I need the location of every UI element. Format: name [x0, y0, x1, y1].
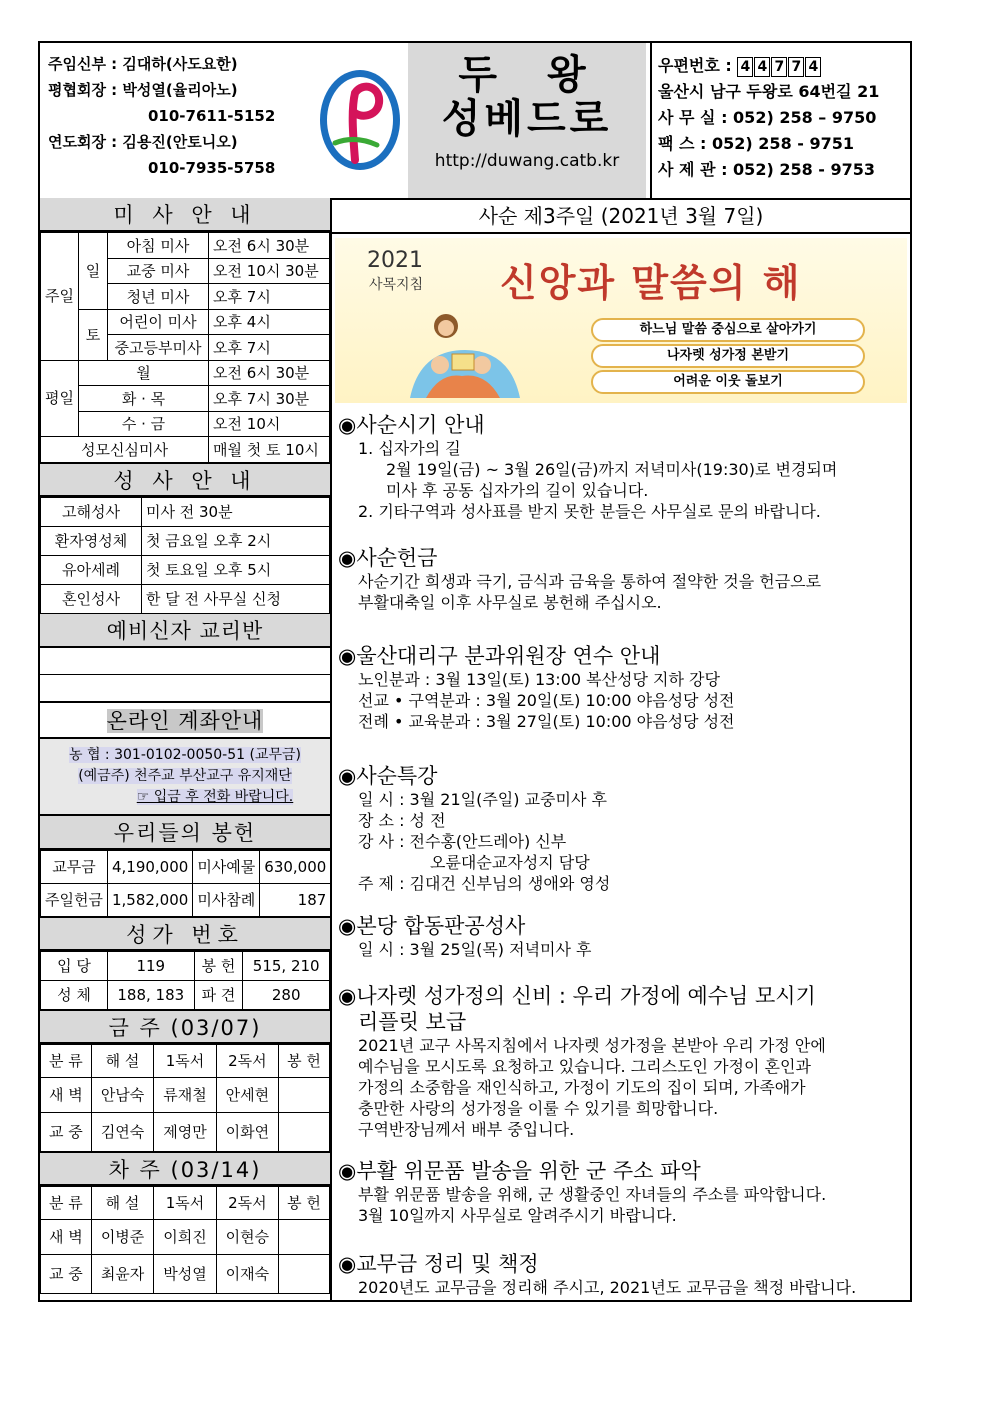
mass-name: 아침 미사 [107, 233, 208, 259]
banner-item: 하느님 말씀 중심으로 살아가기 [591, 318, 865, 342]
sacrament-time: 미사 전 30분 [142, 497, 330, 526]
postal-digit: 4 [754, 57, 770, 77]
council-head: 평협회장 : 박성열(율리아노) [48, 81, 238, 99]
notice-line: 일 시 : 3월 25일(목) 저녁미사 후 [358, 940, 592, 959]
parish-title-line1: 두왕 [458, 52, 636, 98]
address: 울산시 남구 두왕로 64번길 21 [658, 82, 880, 101]
postal-digit: 7 [788, 57, 804, 77]
sacrament-name: 혼인성사 [41, 584, 142, 613]
mass-time: 오후 7시 [209, 284, 330, 310]
office-phone: 사 무 실 : 052) 258 – 9750 [658, 108, 877, 127]
council-phone: 010-7611-5152 [148, 107, 276, 125]
notice-line: 구역반장님께서 배부 중입니다. [358, 1120, 575, 1139]
duty-cell: 제영만 [154, 1112, 216, 1151]
notice-heading: ◉울산대리구 분과위원장 연수 안내 [338, 644, 661, 668]
hymn-number: 515, 210 [243, 951, 330, 980]
notice-line: 주 제 : 김대건 신부님의 생애와 영성 [358, 874, 611, 893]
duty-cell: 박성열 [154, 1254, 216, 1293]
notice-line: 사순기간 희생과 극기, 금식과 금육을 통하여 절약한 것을 헌금으로 [358, 572, 822, 591]
notice-line: 가정의 소중함을 재인식하고, 가정이 기도의 집이 되며, 가족애가 [358, 1078, 806, 1097]
notice-heading: ◉사순시기 안내 [338, 413, 485, 437]
duty-cell [279, 1254, 330, 1293]
duty-cell: 이희진 [154, 1219, 216, 1254]
notice-lent-guide [338, 412, 837, 522]
sacraments-title: 성 사 안 내 [40, 463, 330, 497]
notice-line: 부활 위문품 발송을 위해, 군 생활중인 자녀들의 주소를 파악합니다. [358, 1185, 827, 1204]
notice-confession [338, 913, 592, 960]
offering-value: 187 [260, 883, 331, 916]
duty-cell: 이현승 [216, 1219, 278, 1254]
postal-digit: 4 [737, 57, 753, 77]
account-title: 온라인 계좌안내 [40, 703, 330, 739]
hymns-title: 성가 번호 [40, 917, 330, 951]
youth-head: 연도회장 : 김용진(안토니오) [48, 133, 238, 151]
hymn-label: 입 당 [41, 951, 108, 980]
hymn-number: 280 [243, 980, 330, 1009]
duty-cell: 최윤자 [91, 1254, 153, 1293]
offering-value: 630,000 [260, 850, 331, 883]
duty-head: 봉 헌 [279, 1186, 330, 1219]
banner-item: 어려운 이웃 돌보기 [591, 370, 865, 394]
sacraments-table [40, 497, 330, 614]
sacrament-name: 유아세례 [41, 555, 142, 584]
banner-slogan: 신앙과 말씀의 해 [500, 261, 802, 305]
sacrament-name: 환자영성체 [41, 526, 142, 555]
notice-line: 3월 10일까지 사무실로 알려주시기 바랍니다. [358, 1206, 677, 1225]
duty-cell: 류재철 [154, 1077, 216, 1112]
sacrament-name: 고해성사 [41, 497, 142, 526]
heart-mass-time: 매월 첫 토 10시 [209, 437, 330, 463]
duty-head: 해 설 [91, 1186, 153, 1219]
duty-cell: 이재숙 [216, 1254, 278, 1293]
youth-phone: 010-7935-5758 [148, 159, 276, 177]
notice-line: 예수님을 모시도록 요청하고 있습니다. 그리스도인 가정이 혼인과 [358, 1057, 811, 1076]
clergy-info [40, 43, 310, 198]
postal-label: 우편번호 : [658, 56, 732, 75]
mass-time: 오후 4시 [209, 309, 330, 335]
mass-time: 오전 6시 30분 [209, 233, 330, 259]
duty-cell [279, 1112, 330, 1151]
postal-digit: 7 [771, 57, 787, 77]
duty-cell: 김연숙 [91, 1112, 153, 1151]
offering-label: 주일헌금 [41, 883, 108, 916]
banner-year: 2021 [367, 248, 423, 273]
left-column [40, 198, 332, 1302]
sunday-label: 주일 [41, 233, 79, 361]
offering-table [40, 850, 331, 917]
mass-name: 청년 미사 [107, 284, 208, 310]
hymn-label: 봉 헌 [194, 951, 243, 980]
next-week-table [40, 1186, 330, 1294]
parish-title-line2: 성베드로 [441, 96, 613, 142]
notice-heading: ◉본당 합동판공성사 [338, 914, 526, 938]
duty-head: 1독서 [154, 1044, 216, 1077]
account-info [40, 739, 330, 816]
sat-label: 토 [78, 309, 107, 360]
notice-heading: ◉부활 위문품 발송을 위한 군 주소 파악 [338, 1159, 701, 1183]
postal-code [658, 53, 912, 79]
account-holder: (예금주) 천주교 부산교구 유지재단 [78, 767, 292, 784]
notice-line: 강 사 : 전수홍(안드레아) 신부 [358, 832, 567, 851]
duty-cell: 새 벽 [41, 1077, 92, 1112]
hymn-label: 성 체 [41, 980, 108, 1009]
hymn-number: 119 [108, 951, 195, 980]
mass-name: 화 · 목 [78, 386, 208, 412]
parish-logo-icon [315, 65, 405, 175]
right-column [332, 198, 910, 1302]
mass-name: 수 · 금 [78, 411, 208, 437]
bulletin-frame [38, 41, 912, 1302]
notice-line: 2. 기타구역과 성사표를 받지 못한 분들은 사무실로 문의 바랍니다. [358, 502, 821, 521]
notice-heading: ◉나자렛 성가정의 신비 : 우리 가정에 예수님 모시기 [338, 984, 816, 1008]
sacrament-time: 첫 토요일 오후 5시 [142, 555, 330, 584]
notice-heading: ◉사순헌금 [338, 546, 438, 570]
notice-line: 2021년 교구 사목지침에서 나자렛 성가정을 본받아 우리 가정 안에 [358, 1036, 826, 1055]
duty-cell: 교 중 [41, 1112, 92, 1151]
sacrament-time: 한 달 전 사무실 신청 [142, 584, 330, 613]
notice-line: 충만한 사랑의 성가정을 이룰 수 있기를 희망합니다. [358, 1099, 719, 1118]
notice-line: 1. 십자가의 길 [358, 439, 461, 458]
hymns-table [40, 951, 330, 1010]
this-week-title: 금 주 (03/07) [40, 1010, 330, 1044]
notice-lent-offering [338, 545, 821, 613]
notice-heading: ◉사순특강 [338, 764, 438, 788]
banner-sub: 사목지침 [369, 277, 424, 293]
notice-line: 일 시 : 3월 21일(주일) 교중미사 후 [358, 790, 607, 809]
notice-line: 2월 19일(금) ~ 3월 26일(금)까지 저녁미사(19:30)로 변경되며 [386, 460, 838, 479]
notice-line: 오륜대순교자성지 담당 [430, 853, 590, 872]
account-number: 농 협 : 301-0102-0050-51 (교무금) [68, 746, 301, 763]
rectory-phone: 사 제 관 : 052) 258 - 9753 [658, 160, 876, 179]
notice-line: 미사 후 공동 십자가의 길이 있습니다. [386, 481, 649, 500]
duty-head: 2독서 [216, 1186, 278, 1219]
duty-head: 1독서 [154, 1186, 216, 1219]
duty-cell: 교 중 [41, 1254, 92, 1293]
offering-value: 4,190,000 [107, 850, 192, 883]
notice-military [338, 1158, 826, 1226]
catechumen-row [40, 648, 330, 675]
parish-title [408, 43, 646, 198]
mass-title: 미 사 안 내 [40, 198, 330, 232]
mass-time: 오전 10시 [209, 411, 330, 437]
hymn-label: 파 견 [194, 980, 243, 1009]
notice-heading: ◉교무금 정리 및 책정 [338, 1252, 539, 1276]
notice-line: 부활대축일 이후 사무실로 봉헌해 주십시오. [358, 593, 662, 612]
holy-family-icon [390, 310, 540, 400]
heart-mass-name: 성모신심미사 [41, 437, 209, 463]
priest-name: 주임신부 : 김대하(사도요한) [48, 55, 238, 73]
postal-digit: 4 [805, 57, 821, 77]
notice-training [338, 643, 735, 732]
account-note: ☞ 입금 후 전화 바랍니다. [136, 788, 294, 805]
catechumen-title: 예비신자 교리반 [40, 614, 330, 648]
offering-label: 미사참례 [193, 883, 260, 916]
notice-line: 선교 • 구역분과 : 3월 20일(토) 10:00 야음성당 성전 [358, 691, 735, 710]
mass-name: 중고등부미사 [107, 335, 208, 361]
next-week-title: 차 주 (03/14) [40, 1152, 330, 1186]
notice-line: 2020년도 교무금을 정리해 주시고, 2021년도 교무금을 책정 바랍니다. [358, 1278, 857, 1297]
week-title: 사순 제3주일 (2021년 3월 7일) [332, 198, 910, 234]
notice-line: 노인분과 : 3월 13일(토) 13:00 복산성당 지하 강당 [358, 670, 720, 689]
notice-heading-cont: 리플릿 보급 [358, 1010, 467, 1034]
offering-label: 교무금 [41, 850, 108, 883]
duty-cell: 안남숙 [91, 1077, 153, 1112]
duty-cell: 안세현 [216, 1077, 278, 1112]
duty-cell: 새 벽 [41, 1219, 92, 1254]
contact-info [650, 43, 912, 198]
duty-head: 봉 헌 [279, 1044, 330, 1077]
notice-dues [338, 1251, 856, 1298]
mass-table [40, 232, 330, 463]
duty-head: 해 설 [91, 1044, 153, 1077]
duty-cell: 이화연 [216, 1112, 278, 1151]
duty-head: 분 류 [41, 1186, 92, 1219]
mass-name: 교중 미사 [107, 258, 208, 284]
offering-value: 1,582,000 [107, 883, 192, 916]
fax-number: 팩 스 : 052) 258 - 9751 [658, 134, 855, 153]
offering-label: 미사예물 [193, 850, 260, 883]
header [40, 43, 910, 200]
pastoral-banner [335, 238, 907, 403]
mass-time: 오전 6시 30분 [209, 360, 330, 386]
this-week-table [40, 1044, 330, 1152]
hymn-number: 188, 183 [108, 980, 195, 1009]
offering-title: 우리들의 봉헌 [40, 816, 330, 850]
mass-time: 오전 10시 30분 [209, 258, 330, 284]
duty-cell [279, 1077, 330, 1112]
notice-line: 전례 • 교육분과 : 3월 27일(토) 10:00 야음성당 성전 [358, 712, 735, 731]
notice-holy-family [338, 983, 826, 1140]
parish-url[interactable]: http://duwang.catb.kr [434, 151, 620, 171]
sacrament-time: 첫 금요일 오후 2시 [142, 526, 330, 555]
notice-lecture [338, 763, 610, 894]
weekday-label: 평일 [41, 360, 79, 437]
catechumen-row [40, 675, 330, 703]
sun-label: 일 [78, 233, 107, 310]
banner-item: 나자렛 성가정 본받기 [591, 344, 865, 368]
mass-time: 오후 7시 [209, 335, 330, 361]
duty-cell [279, 1219, 330, 1254]
notice-line: 장 소 : 성 전 [358, 811, 446, 830]
duty-head: 분 류 [41, 1044, 92, 1077]
mass-time: 오후 7시 30분 [209, 386, 330, 412]
mass-name: 월 [78, 360, 208, 386]
duty-head: 2독서 [216, 1044, 278, 1077]
mass-name: 어린이 미사 [107, 309, 208, 335]
duty-cell: 이병준 [91, 1219, 153, 1254]
